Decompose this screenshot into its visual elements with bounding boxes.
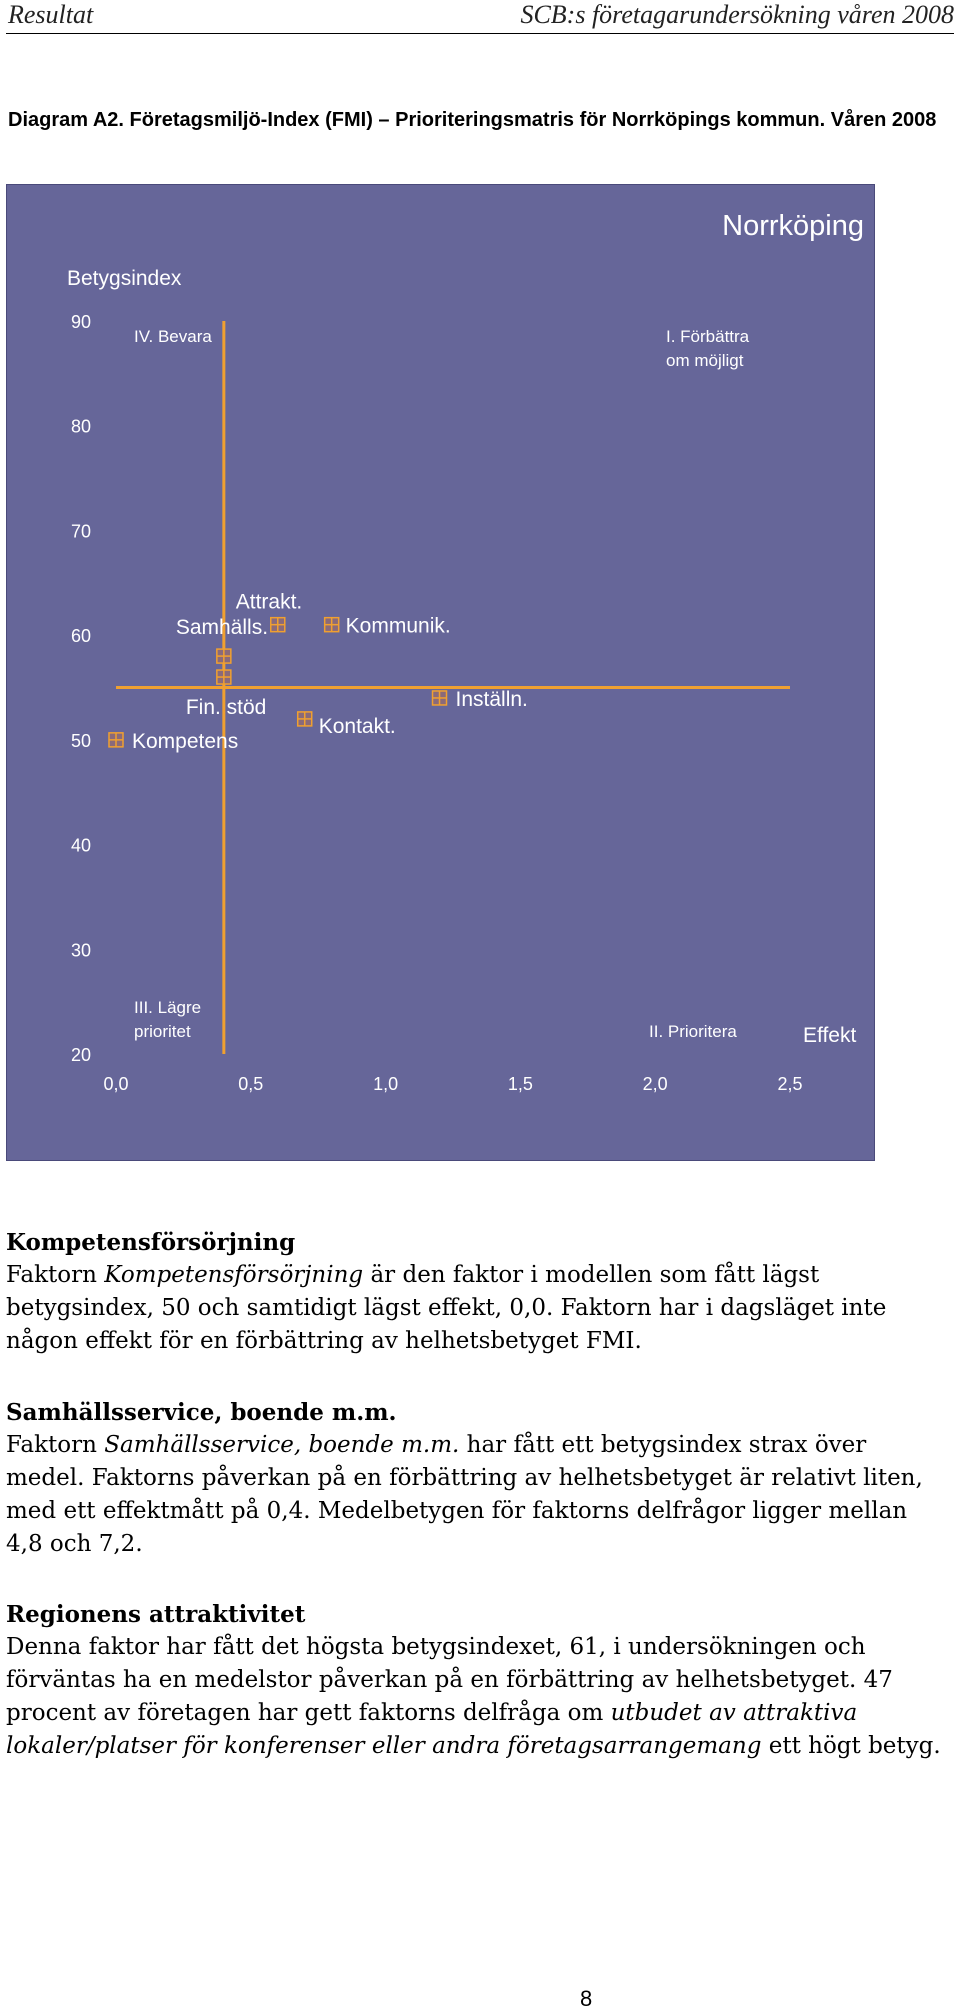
paragraph-run: Samhällsservice, boende m.m.: [104, 1432, 460, 1458]
quadrant-label-ii: II. Prioritera: [649, 1022, 737, 1041]
x-axis-label: Effekt: [803, 1024, 857, 1047]
header-rule: [6, 33, 954, 34]
paragraph-run: utbudet av attraktiva lokaler/platser för konferenser eller andra företagsarrangemang: [6, 1700, 858, 1759]
x-tick-label: 0,0: [103, 1074, 129, 1094]
section-heading: Kompetensförsörjning: [6, 1229, 296, 1256]
y-tick-label: 20: [70, 1045, 91, 1065]
data-point-label: Kommunik.: [345, 614, 451, 638]
section-attraktivitet: [6, 1598, 946, 1763]
section-heading: Regionens attraktivitet: [6, 1601, 306, 1628]
data-point-label: Fin. stöd: [185, 696, 267, 720]
data-point-label: Attrakt.: [235, 590, 303, 614]
quadrant-label-i-line2: om möjligt: [666, 351, 744, 370]
x-tick-label: 2,0: [642, 1074, 668, 1094]
y-tick-label: 30: [70, 940, 91, 961]
y-tick-label: 60: [70, 626, 91, 647]
section-paragraph: [6, 1429, 946, 1561]
data-point-label: Kompetens: [132, 729, 239, 753]
y-axis-label: Betygsindex: [67, 267, 182, 290]
section-kompetens: [6, 1226, 946, 1358]
section-heading: Samhällsservice, boende m.m.: [6, 1399, 397, 1426]
x-tick-label: 0,5: [238, 1074, 264, 1094]
quadrant-label-i: I. Förbättra: [666, 327, 750, 346]
section-paragraph: [6, 1631, 946, 1763]
chart-panel: [6, 184, 875, 1161]
data-point-label: Kontakt.: [318, 714, 396, 738]
paragraph-run: Faktorn: [6, 1432, 105, 1458]
running-header-left: Resultat: [8, 0, 94, 29]
running-header-right: SCB:s företagarundersökning våren 2008: [520, 0, 954, 29]
paragraph-run: har fått ett betygsindex strax över medel. Faktorns påverkan på en förbättring av helhetsbetyget är relativt liten, med ett effektmått på 0,4. Medelbetygen för faktorns delfrågor ligger mellan 4,8 och 7,2.: [6, 1432, 923, 1557]
y-tick-label: 40: [70, 835, 91, 856]
figure-title: Diagram A2. Företagsmiljö-Index (FMI) – Prioriteringsmatris för Norrköpings kommun. Våren 2008: [8, 109, 937, 131]
y-tick-label: 90: [70, 312, 91, 332]
chart-title: Norrköping: [722, 210, 864, 242]
page-number: 8: [580, 1986, 593, 2011]
y-tick-label: 80: [70, 416, 91, 437]
quadrant-label-iv: IV. Bevara: [134, 327, 212, 346]
section-paragraph: [6, 1259, 946, 1358]
paragraph-run: Faktorn: [6, 1262, 105, 1288]
y-tick-label: 50: [70, 730, 91, 751]
x-tick-label: 2,5: [777, 1074, 803, 1094]
paragraph-run: Kompetensförsörjning: [104, 1262, 364, 1288]
paragraph-run: är den faktor i modellen som fått lägst betygsindex, 50 och samtidigt lägst effekt, 0,0. Faktorn har i dagsläget inte någon effekt för en förbättring av helhetsbetyget FMI.: [6, 1262, 887, 1354]
priority-matrix-chart: [7, 185, 876, 1162]
paragraph-run: Denna faktor har fått det högsta betygsindexet, 61, i undersökningen och förväntas ha en medelstor påverkan på en förbättring av helhetsbetyget. 47 procent av företagen har gett faktorns delfråga om: [6, 1634, 893, 1726]
x-tick-label: 1,0: [373, 1074, 399, 1094]
section-samhallsservice: [6, 1396, 946, 1561]
x-tick-label: 1,5: [507, 1074, 533, 1094]
data-point-label: Inställn.: [455, 687, 528, 711]
quadrant-label-iii: III. Lägre: [134, 998, 202, 1017]
quadrant-label-iii-line2: prioritet: [134, 1022, 191, 1041]
y-tick-label: 70: [70, 521, 91, 542]
data-point-label: Samhälls.: [175, 616, 269, 640]
paragraph-run: ett högt betyg.: [761, 1733, 941, 1759]
